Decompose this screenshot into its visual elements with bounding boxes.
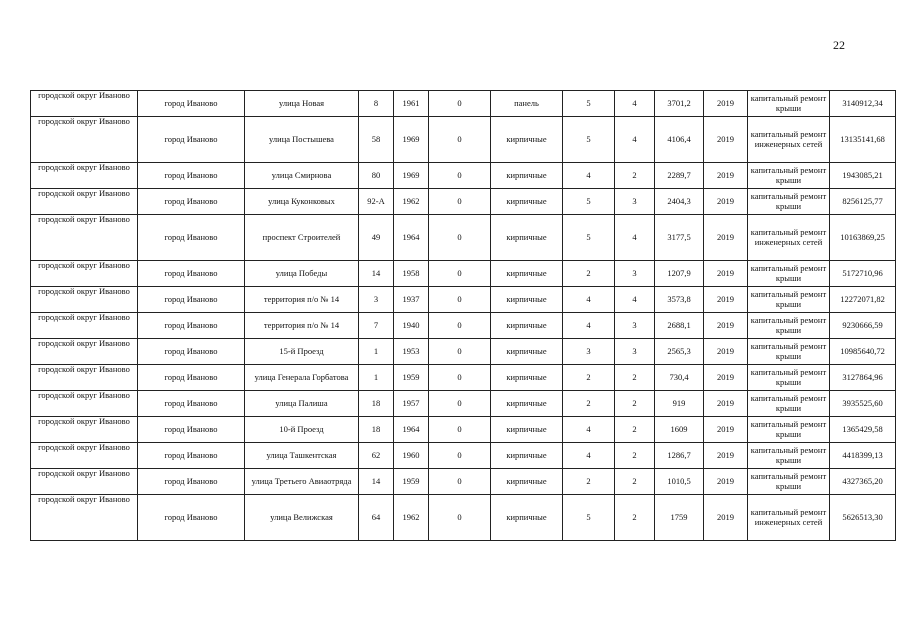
cost-cell: 4327365,20 [830, 469, 896, 495]
wall-material-cell: кирпичные [491, 287, 563, 313]
zero-value-cell: 0 [429, 163, 491, 189]
district-cell: городской округ Иваново [31, 469, 138, 495]
build-year-cell: 1964 [394, 417, 429, 443]
entrances-cell: 2 [615, 163, 655, 189]
street-cell: улица Новая [245, 91, 359, 117]
cost-cell: 1943085,21 [830, 163, 896, 189]
build-year-cell: 1957 [394, 391, 429, 417]
build-year-cell: 1964 [394, 215, 429, 261]
floors-cell: 4 [563, 417, 615, 443]
plan-year-cell: 2019 [704, 417, 748, 443]
street-cell: улица Велижская [245, 495, 359, 541]
work-type-cell: капитальный ремонт крыши [748, 313, 830, 339]
table-row [31, 287, 896, 313]
city-cell: город Иваново [138, 469, 245, 495]
city-cell: город Иваново [138, 417, 245, 443]
wall-material-cell: кирпичные [491, 391, 563, 417]
entrances-cell: 3 [615, 339, 655, 365]
area-cell: 919 [655, 391, 704, 417]
district-cell: городской округ Иваново [31, 417, 138, 443]
cost-cell: 3140912,34 [830, 91, 896, 117]
housing-register-table [30, 90, 896, 541]
build-year-cell: 1959 [394, 365, 429, 391]
plan-year-cell: 2019 [704, 91, 748, 117]
zero-value-cell: 0 [429, 215, 491, 261]
cost-cell: 5172710,96 [830, 261, 896, 287]
wall-material-cell: кирпичные [491, 261, 563, 287]
area-cell: 3573,8 [655, 287, 704, 313]
table-row [31, 261, 896, 287]
floors-cell: 4 [563, 443, 615, 469]
city-cell: город Иваново [138, 163, 245, 189]
city-cell: город Иваново [138, 215, 245, 261]
house-number-cell: 18 [359, 417, 394, 443]
work-type-cell: капитальный ремонт крыши [748, 339, 830, 365]
zero-value-cell: 0 [429, 91, 491, 117]
district-cell: городской округ Иваново [31, 495, 138, 541]
area-cell: 2565,3 [655, 339, 704, 365]
district-cell: городской округ Иваново [31, 189, 138, 215]
plan-year-cell: 2019 [704, 443, 748, 469]
area-cell: 1759 [655, 495, 704, 541]
entrances-cell: 2 [615, 417, 655, 443]
city-cell: город Иваново [138, 391, 245, 417]
cost-cell: 1365429,58 [830, 417, 896, 443]
entrances-cell: 2 [615, 495, 655, 541]
zero-value-cell: 0 [429, 443, 491, 469]
zero-value-cell: 0 [429, 495, 491, 541]
plan-year-cell: 2019 [704, 365, 748, 391]
entrances-cell: 2 [615, 365, 655, 391]
house-number-cell: 7 [359, 313, 394, 339]
house-number-cell: 8 [359, 91, 394, 117]
district-cell: городской округ Иваново [31, 365, 138, 391]
build-year-cell: 1961 [394, 91, 429, 117]
entrances-cell: 4 [615, 117, 655, 163]
build-year-cell: 1940 [394, 313, 429, 339]
floors-cell: 2 [563, 365, 615, 391]
house-number-cell: 62 [359, 443, 394, 469]
floors-cell: 4 [563, 313, 615, 339]
area-cell: 2404,3 [655, 189, 704, 215]
plan-year-cell: 2019 [704, 189, 748, 215]
table-row [31, 339, 896, 365]
district-cell: городской округ Иваново [31, 261, 138, 287]
floors-cell: 4 [563, 287, 615, 313]
city-cell: город Иваново [138, 313, 245, 339]
district-cell: городской округ Иваново [31, 163, 138, 189]
cost-cell: 9230666,59 [830, 313, 896, 339]
work-type-cell: капитальный ремонт инженерных сетей [748, 495, 830, 541]
floors-cell: 5 [563, 91, 615, 117]
house-number-cell: 80 [359, 163, 394, 189]
zero-value-cell: 0 [429, 417, 491, 443]
zero-value-cell: 0 [429, 287, 491, 313]
street-cell: 10-й Проезд [245, 417, 359, 443]
floors-cell: 5 [563, 495, 615, 541]
district-cell: городской округ Иваново [31, 287, 138, 313]
work-type-cell: капитальный ремонт крыши [748, 417, 830, 443]
house-number-cell: 1 [359, 365, 394, 391]
table-row [31, 365, 896, 391]
cost-cell: 4418399,13 [830, 443, 896, 469]
build-year-cell: 1969 [394, 163, 429, 189]
plan-year-cell: 2019 [704, 215, 748, 261]
street-cell: территория п/о № 14 [245, 313, 359, 339]
floors-cell: 5 [563, 189, 615, 215]
wall-material-cell: кирпичные [491, 339, 563, 365]
table-row [31, 215, 896, 261]
house-number-cell: 14 [359, 261, 394, 287]
street-cell: улица Палиша [245, 391, 359, 417]
floors-cell: 3 [563, 339, 615, 365]
area-cell: 3177,5 [655, 215, 704, 261]
cost-cell: 10163869,25 [830, 215, 896, 261]
build-year-cell: 1962 [394, 495, 429, 541]
zero-value-cell: 0 [429, 339, 491, 365]
plan-year-cell: 2019 [704, 313, 748, 339]
cost-cell: 8256125,77 [830, 189, 896, 215]
house-number-cell: 3 [359, 287, 394, 313]
table-row [31, 163, 896, 189]
table-row [31, 443, 896, 469]
city-cell: город Иваново [138, 117, 245, 163]
plan-year-cell: 2019 [704, 339, 748, 365]
district-cell: городской округ Иваново [31, 91, 138, 117]
cost-cell: 12272071,82 [830, 287, 896, 313]
area-cell: 4106,4 [655, 117, 704, 163]
area-cell: 1207,9 [655, 261, 704, 287]
wall-material-cell: кирпичные [491, 365, 563, 391]
wall-material-cell: кирпичные [491, 443, 563, 469]
work-type-cell: капитальный ремонт крыши [748, 443, 830, 469]
build-year-cell: 1953 [394, 339, 429, 365]
district-cell: городской округ Иваново [31, 215, 138, 261]
table-row [31, 117, 896, 163]
floors-cell: 2 [563, 469, 615, 495]
entrances-cell: 2 [615, 469, 655, 495]
zero-value-cell: 0 [429, 117, 491, 163]
area-cell: 730,4 [655, 365, 704, 391]
city-cell: город Иваново [138, 287, 245, 313]
area-cell: 1286,7 [655, 443, 704, 469]
build-year-cell: 1959 [394, 469, 429, 495]
work-type-cell: капитальный ремонт крыши [748, 391, 830, 417]
zero-value-cell: 0 [429, 313, 491, 339]
wall-material-cell: кирпичные [491, 117, 563, 163]
street-cell: улица Победы [245, 261, 359, 287]
area-cell: 3701,2 [655, 91, 704, 117]
work-type-cell: капитальный ремонт инженерных сетей [748, 117, 830, 163]
table-row [31, 189, 896, 215]
floors-cell: 5 [563, 117, 615, 163]
street-cell: улица Куконковых [245, 189, 359, 215]
wall-material-cell: кирпичные [491, 215, 563, 261]
street-cell: территория п/о № 14 [245, 287, 359, 313]
cost-cell: 3935525,60 [830, 391, 896, 417]
street-cell: 15-й Проезд [245, 339, 359, 365]
house-number-cell: 49 [359, 215, 394, 261]
zero-value-cell: 0 [429, 189, 491, 215]
area-cell: 1609 [655, 417, 704, 443]
plan-year-cell: 2019 [704, 261, 748, 287]
wall-material-cell: панель [491, 91, 563, 117]
wall-material-cell: кирпичные [491, 495, 563, 541]
entrances-cell: 3 [615, 189, 655, 215]
street-cell: улица Генерала Горбатова [245, 365, 359, 391]
house-number-cell: 92-А [359, 189, 394, 215]
house-number-cell: 1 [359, 339, 394, 365]
work-type-cell: капитальный ремонт крыши [748, 189, 830, 215]
table-row [31, 391, 896, 417]
build-year-cell: 1937 [394, 287, 429, 313]
entrances-cell: 2 [615, 391, 655, 417]
street-cell: улица Постышева [245, 117, 359, 163]
area-cell: 1010,5 [655, 469, 704, 495]
area-cell: 2688,1 [655, 313, 704, 339]
table-row [31, 469, 896, 495]
street-cell: улица Третьего Авиаотряда [245, 469, 359, 495]
entrances-cell: 4 [615, 287, 655, 313]
plan-year-cell: 2019 [704, 117, 748, 163]
entrances-cell: 4 [615, 91, 655, 117]
plan-year-cell: 2019 [704, 495, 748, 541]
floors-cell: 2 [563, 261, 615, 287]
floors-cell: 2 [563, 391, 615, 417]
street-cell: улица Ташкентская [245, 443, 359, 469]
work-type-cell: капитальный ремонт инженерных сетей [748, 215, 830, 261]
area-cell: 2289,7 [655, 163, 704, 189]
street-cell: проспект Строителей [245, 215, 359, 261]
city-cell: город Иваново [138, 189, 245, 215]
plan-year-cell: 2019 [704, 163, 748, 189]
district-cell: городской округ Иваново [31, 443, 138, 469]
work-type-cell: капитальный ремонт крыши [748, 261, 830, 287]
zero-value-cell: 0 [429, 365, 491, 391]
table-row [31, 313, 896, 339]
entrances-cell: 2 [615, 443, 655, 469]
build-year-cell: 1958 [394, 261, 429, 287]
cost-cell: 3127864,96 [830, 365, 896, 391]
work-type-cell: капитальный ремонт крыши [748, 287, 830, 313]
work-type-cell: капитальный ремонт крыши [748, 163, 830, 189]
house-number-cell: 18 [359, 391, 394, 417]
zero-value-cell: 0 [429, 391, 491, 417]
city-cell: город Иваново [138, 443, 245, 469]
plan-year-cell: 2019 [704, 469, 748, 495]
zero-value-cell: 0 [429, 469, 491, 495]
city-cell: город Иваново [138, 339, 245, 365]
house-number-cell: 14 [359, 469, 394, 495]
floors-cell: 5 [563, 215, 615, 261]
house-number-cell: 64 [359, 495, 394, 541]
wall-material-cell: кирпичные [491, 469, 563, 495]
district-cell: городской округ Иваново [31, 339, 138, 365]
wall-material-cell: кирпичные [491, 417, 563, 443]
district-cell: городской округ Иваново [31, 313, 138, 339]
street-cell: улица Смирнова [245, 163, 359, 189]
work-type-cell: капитальный ремонт крыши [748, 365, 830, 391]
city-cell: город Иваново [138, 365, 245, 391]
entrances-cell: 3 [615, 261, 655, 287]
floors-cell: 4 [563, 163, 615, 189]
table-row [31, 417, 896, 443]
wall-material-cell: кирпичные [491, 163, 563, 189]
table-body [31, 91, 896, 541]
build-year-cell: 1969 [394, 117, 429, 163]
district-cell: городской округ Иваново [31, 391, 138, 417]
city-cell: город Иваново [138, 91, 245, 117]
page-number: 22 [833, 38, 845, 52]
entrances-cell: 3 [615, 313, 655, 339]
zero-value-cell: 0 [429, 261, 491, 287]
table-row [31, 495, 896, 541]
build-year-cell: 1962 [394, 189, 429, 215]
table-row [31, 91, 896, 117]
work-type-cell: капитальный ремонт крыши [748, 91, 830, 117]
cost-cell: 5626513,30 [830, 495, 896, 541]
entrances-cell: 4 [615, 215, 655, 261]
wall-material-cell: кирпичные [491, 313, 563, 339]
house-number-cell: 58 [359, 117, 394, 163]
cost-cell: 10985640,72 [830, 339, 896, 365]
work-type-cell: капитальный ремонт крыши [748, 469, 830, 495]
build-year-cell: 1960 [394, 443, 429, 469]
city-cell: город Иваново [138, 495, 245, 541]
wall-material-cell: кирпичные [491, 189, 563, 215]
cost-cell: 13135141,68 [830, 117, 896, 163]
district-cell: городской округ Иваново [31, 117, 138, 163]
plan-year-cell: 2019 [704, 391, 748, 417]
city-cell: город Иваново [138, 261, 245, 287]
plan-year-cell: 2019 [704, 287, 748, 313]
